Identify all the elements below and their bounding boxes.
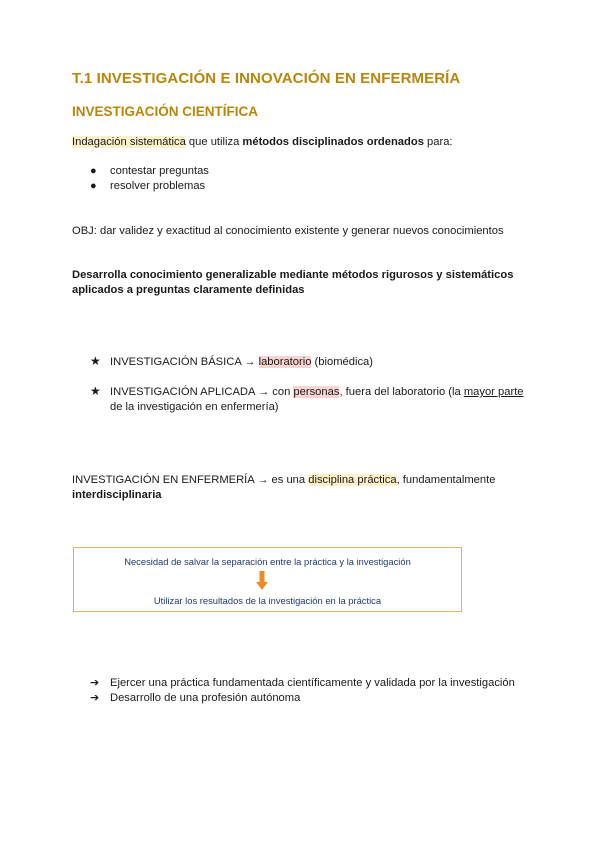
applied-highlight: personas bbox=[293, 386, 340, 398]
summary-line-2: aplicados a preguntas claramente definidas bbox=[72, 284, 305, 296]
down-arrow-icon bbox=[256, 571, 268, 596]
definition-end: para: bbox=[423, 136, 453, 148]
arrow-icon: ➔ bbox=[90, 692, 100, 704]
list-item bbox=[90, 355, 530, 370]
purposes-list bbox=[90, 164, 209, 194]
basic-prefix: INVESTIGACIÓN BÁSICA → bbox=[110, 356, 259, 368]
star-icon: ★ bbox=[90, 384, 101, 398]
bullet-icon: ● bbox=[90, 180, 97, 192]
summary-line-1: Desarrolla conocimiento generalizable mediante métodos rigurosos y sistemáticos bbox=[72, 269, 514, 281]
applied-middle: , fuera del laboratorio (la bbox=[339, 386, 464, 398]
applied-underline: mayor parte bbox=[463, 386, 524, 398]
applied-line2: de la investigación en enfermería) bbox=[110, 401, 279, 413]
nursing-paragraph bbox=[72, 473, 532, 503]
nursing-prefix: INVESTIGACIÓN EN ENFERMERÍA → es una bbox=[72, 474, 309, 486]
nursing-highlight: disciplina práctica bbox=[308, 474, 397, 486]
list-item-text: resolver problemas bbox=[110, 180, 206, 192]
list-item bbox=[90, 164, 209, 179]
diagram-bottom-text: Utilizar los resultados de la investigación en la práctica bbox=[153, 595, 382, 606]
definition-middle: que utiliza bbox=[185, 136, 243, 148]
list-item bbox=[90, 691, 540, 706]
list-item bbox=[90, 676, 540, 691]
list-item bbox=[90, 179, 209, 194]
list-item bbox=[90, 385, 530, 415]
arrow-icon: ➔ bbox=[90, 677, 100, 689]
star-icon: ★ bbox=[90, 354, 101, 368]
applied-prefix: INVESTIGACIÓN APLICADA → con bbox=[110, 386, 294, 398]
nursing-bold: interdisciplinaria bbox=[72, 489, 162, 501]
summary-bold bbox=[72, 268, 532, 298]
list-item-text: Desarrollo de una profesión autónoma bbox=[110, 692, 301, 704]
diagram-top-text: Necesidad de salvar la separación entre la práctica y la investigación bbox=[124, 556, 411, 567]
outcomes-list bbox=[90, 676, 540, 706]
basic-highlight: laboratorio bbox=[258, 356, 312, 368]
bullet-icon: ● bbox=[90, 165, 97, 177]
research-types-list bbox=[90, 355, 530, 415]
objective-text: OBJ: dar validez y exactitud al conocimiento existente y generar nuevos conocimientos bbox=[72, 225, 504, 237]
definition-highlight: Indagación sistemática bbox=[72, 136, 186, 148]
list-item-text: Ejercer una práctica fundamentada científicamente y validada por la investigación bbox=[110, 677, 515, 689]
section-heading: INVESTIGACIÓN CIENTÍFICA bbox=[72, 104, 259, 119]
nursing-suffix: , fundamentalmente bbox=[396, 474, 496, 486]
basic-suffix: (biomédica) bbox=[311, 356, 374, 368]
definition-paragraph bbox=[72, 135, 453, 150]
research-practice-diagram bbox=[73, 547, 462, 612]
document-title: T.1 INVESTIGACIÓN E INNOVACIÓN EN ENFERMERÍA bbox=[72, 70, 461, 87]
list-item-text: contestar preguntas bbox=[110, 165, 209, 177]
definition-bold: métodos disciplinados ordenados bbox=[242, 136, 424, 148]
